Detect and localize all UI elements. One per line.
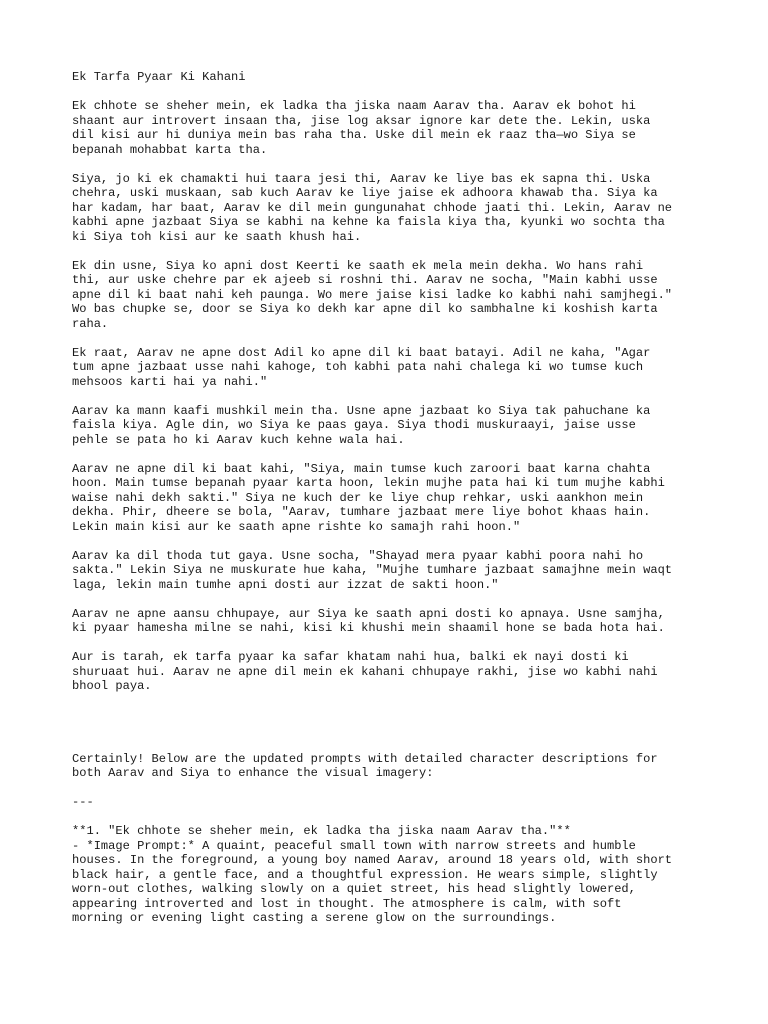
story-paragraph: Ek raat, Aarav ne apne dost Adil ko apne dil ki baat batayi. Adil ne kaha, "Agar tum apne jazbaat usse nahi kahoge, toh kabhi pata nahi chalega ki wo tumse kuch mehsoos karti hai ya nahi." (72, 345, 651, 389)
story-paragraph: Aarav ne apne aansu chhupaye, aur Siya ke saath apni dosti ko apnaya. Usne samjha, ki pyaar hamesha milne se nahi, kisi ki khushi mein shaamil hone se bada hota hai. (72, 606, 665, 635)
story-paragraph: Ek chhote se sheher mein, ek ladka tha jiska naam Aarav tha. Aarav ek bohot hi shaant aur introvert insaan tha, jise log aksar ignore kar dete the. Lekin, uska dil kisi aur hi duniya mein bas raha tha. Uske dil mein ek raaz tha—wo Siya se bepanah mohabbat karta tha. (72, 99, 651, 157)
story-paragraph: Aarav ka mann kaafi mushkil mein tha. Usne apne jazbaat ko Siya tak pahuchane ka faisla kiya. Agle din, wo Siya ke paas gaya. Siya thodi muskuraayi, jaise usse pehle se pata ho ki Aarav kuch kehne wala hai. (72, 403, 651, 447)
document-title: Ek Tarfa Pyaar Ki Kahani (72, 70, 246, 84)
story-paragraph: Ek din usne, Siya ko apni dost Keerti ke saath ek mela mein dekha. Wo hans rahi thi, aur uske chehre par ek ajeeb si roshni thi. Aarav ne socha, "Main kabhi usse apne dil ki baat nahi keh paunga. Wo mere jaise kisi ladke ko kabhi nahi samjhegi." Wo bas chupke se, door se Siya ko dekh kar apne dil ko sambhalne ki koshish karta raha. (72, 258, 673, 331)
story-paragraph: Aarav ka dil thoda tut gaya. Usne socha, "Shayad mera pyaar kabhi poora nahi ho sakta." Lekin Siya ne muskurate hue kaha, "Mujhe tumhare jazbaat samajhne mein waqt laga, lekin main tumhe apni dosti aur izzat de sakti hoon." (72, 548, 673, 592)
intro-text: Certainly! Below are the updated prompts with detailed character descriptions for both Aarav and Siya to enhance the visual imagery: (72, 751, 658, 780)
story-paragraph: Aur is tarah, ek tarfa pyaar ka safar khatam nahi hua, balki ek nayi dosti ki shuruaat hui. Aarav ne apne dil mein ek kahani chhupaye rakhi, jise wo kabhi nahi bhool paya. (72, 650, 658, 693)
story-paragraph: Aarav ne apne dil ki baat kahi, "Siya, main tumse kuch zaroori baat karna chahta hoon. Main tumse bepanah pyaar karta hoon, lekin mujhe pata hai ki tum mujhe kabhi waise nahi dekh sakti." Siya ne kuch der ke liye chup rehkar, uski aankhon mein dekha. Phir, dheere se bola, "Aarav, tumhare jazbaat mere liye bohot khaas hain. Lekin main kisi aur ke saath apne rishte ko samajh rahi hoon." (72, 461, 665, 534)
prompt-body: - *Image Prompt:* A quaint, peaceful small town with narrow streets and humble houses. In the foreground, a young boy named Aarav, around 18 years old, with short black hair, a gentle face, and a thoughtful expression. He wears simple, slightly worn-out clothes, walking slowly on a quiet street, his head slightly lowered, appearing introverted and lost in thought. The atmosphere is calm, with soft morning or evening light casting a serene glow on the surroundings. (72, 838, 673, 925)
prompt-heading: **1. "Ek chhote se sheher mein, ek ladka tha jiska naam Aarav tha."** (72, 824, 571, 838)
separator: --- (72, 795, 94, 809)
document-page (72, 70, 712, 926)
story-paragraph: Siya, jo ki ek chamakti hui taara jesi thi, Aarav ke liye bas ek sapna thi. Uska chehra, uski muskaan, sab kuch Aarav ke liye jaise ek adhoora khawab tha. Siya ka har kadam, har baat, Aarav ke dil mein gungunahat chhode jaati thi. Lekin, Aarav ne kabhi apne jazbaat Siya se kabhi na kehne ka faisla kiya tha, kyunki wo sochta tha ki Siya toh kisi aur ke saath khush hai. (72, 171, 673, 244)
